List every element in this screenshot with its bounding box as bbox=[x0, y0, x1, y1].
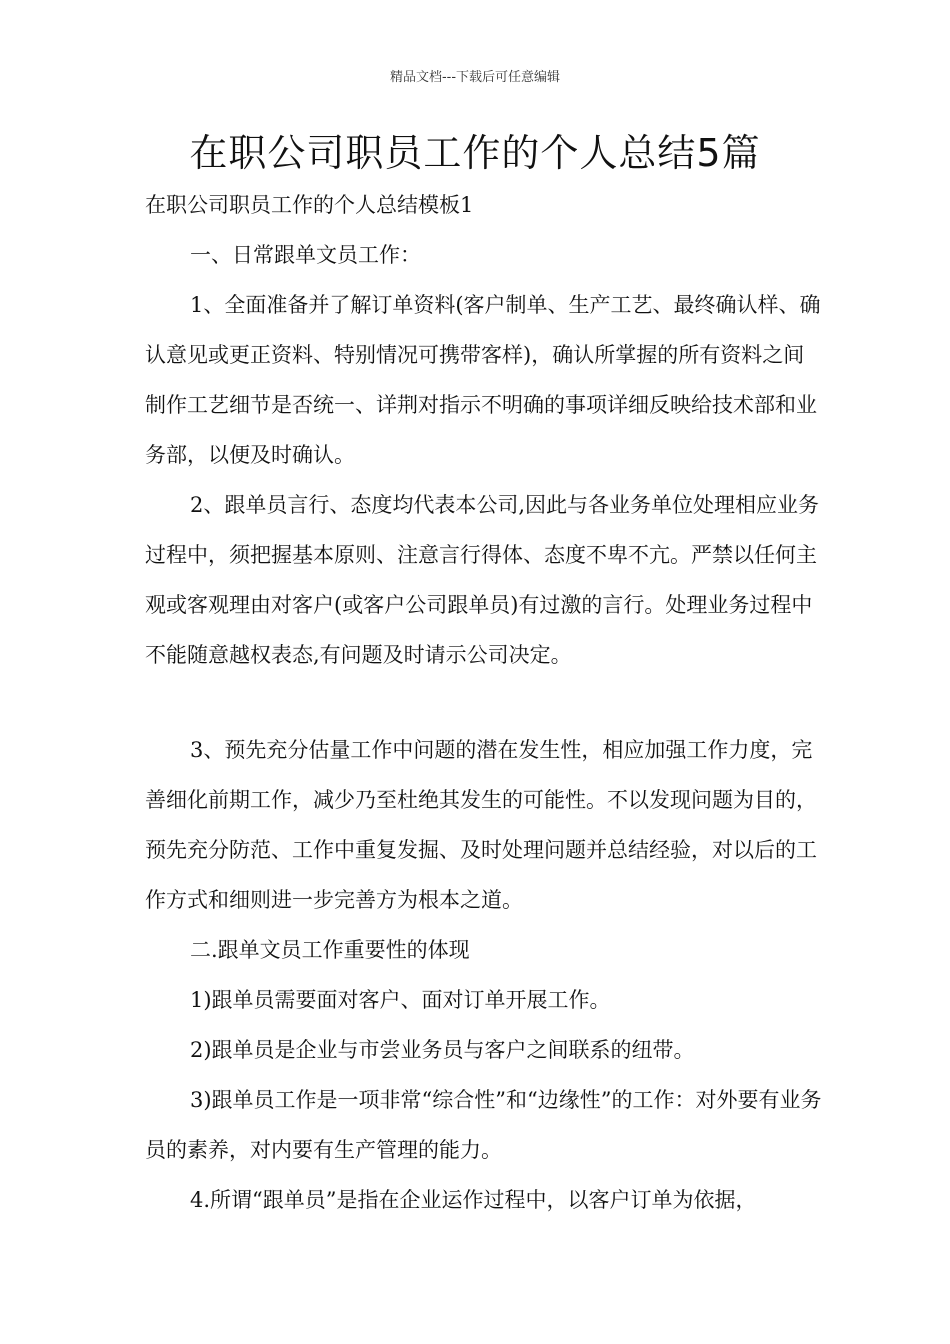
subtitle-paragraph: 在职公司职员工作的个人总结模板1 bbox=[145, 193, 474, 217]
header-note: 精品文档---下载后可任意编辑 bbox=[389, 70, 561, 85]
paragraph-item-2: 2、跟单员言行、态度均代表本公司,因此与各业务单位处理相应业务过程中，须把握基本原则、注意言行得体、态度不卑不亢。严禁以任何主观或客观理由对客户(或客户公司跟单员)有过激的言行。处理业务过程中不能随意越权表态,有问题及时请示公司决定。 bbox=[145, 493, 820, 667]
paragraph-spacer bbox=[145, 680, 825, 725]
document-title: 在职公司职员工作的个人总结5篇 bbox=[189, 131, 761, 175]
paragraph-item-1: 1、全面准备并了解订单资料(客户制单、生产工艺、最终确认样、确认意见或更正资料、特别情况可携带客样)，确认所掌握的所有资料之间制作工艺细节是否统一、详荆对指示不明确的事项详细反映给技术部和业务部，以便及时确认。 bbox=[145, 293, 821, 467]
section-heading-2: 二.跟单文员工作重要性的体现 bbox=[190, 938, 470, 962]
list-item-2: 2)跟单员是企业与市尝业务员与客户之间联系的纽带。 bbox=[190, 1038, 695, 1062]
section-heading-1: 一、日常跟单文员工作： bbox=[190, 243, 421, 267]
document-body bbox=[145, 180, 825, 1225]
paragraph-item-3: 3、预先充分估量工作中问题的潜在发生性，相应加强工作力度，完善细化前期工作，减少乃至杜绝其发生的可能性。不以发现问题为目的，预先充分防范、工作中重复发掘、及时处理问题并总结经验，对以后的工作方式和细则进一步完善方为根本之道。 bbox=[145, 738, 817, 912]
list-item-1: 1)跟单员需要面对客户、面对订单开展工作。 bbox=[190, 988, 611, 1012]
list-item-3: 3)跟单员工作是一项非常“综合性”和“边缘性”的工作：对外要有业务员的素养，对内要有生产管理的能力。 bbox=[145, 1088, 822, 1162]
list-item-4: 4.所谓“跟单员”是指在企业运作过程中，以客户订单为依据， bbox=[190, 1188, 757, 1212]
